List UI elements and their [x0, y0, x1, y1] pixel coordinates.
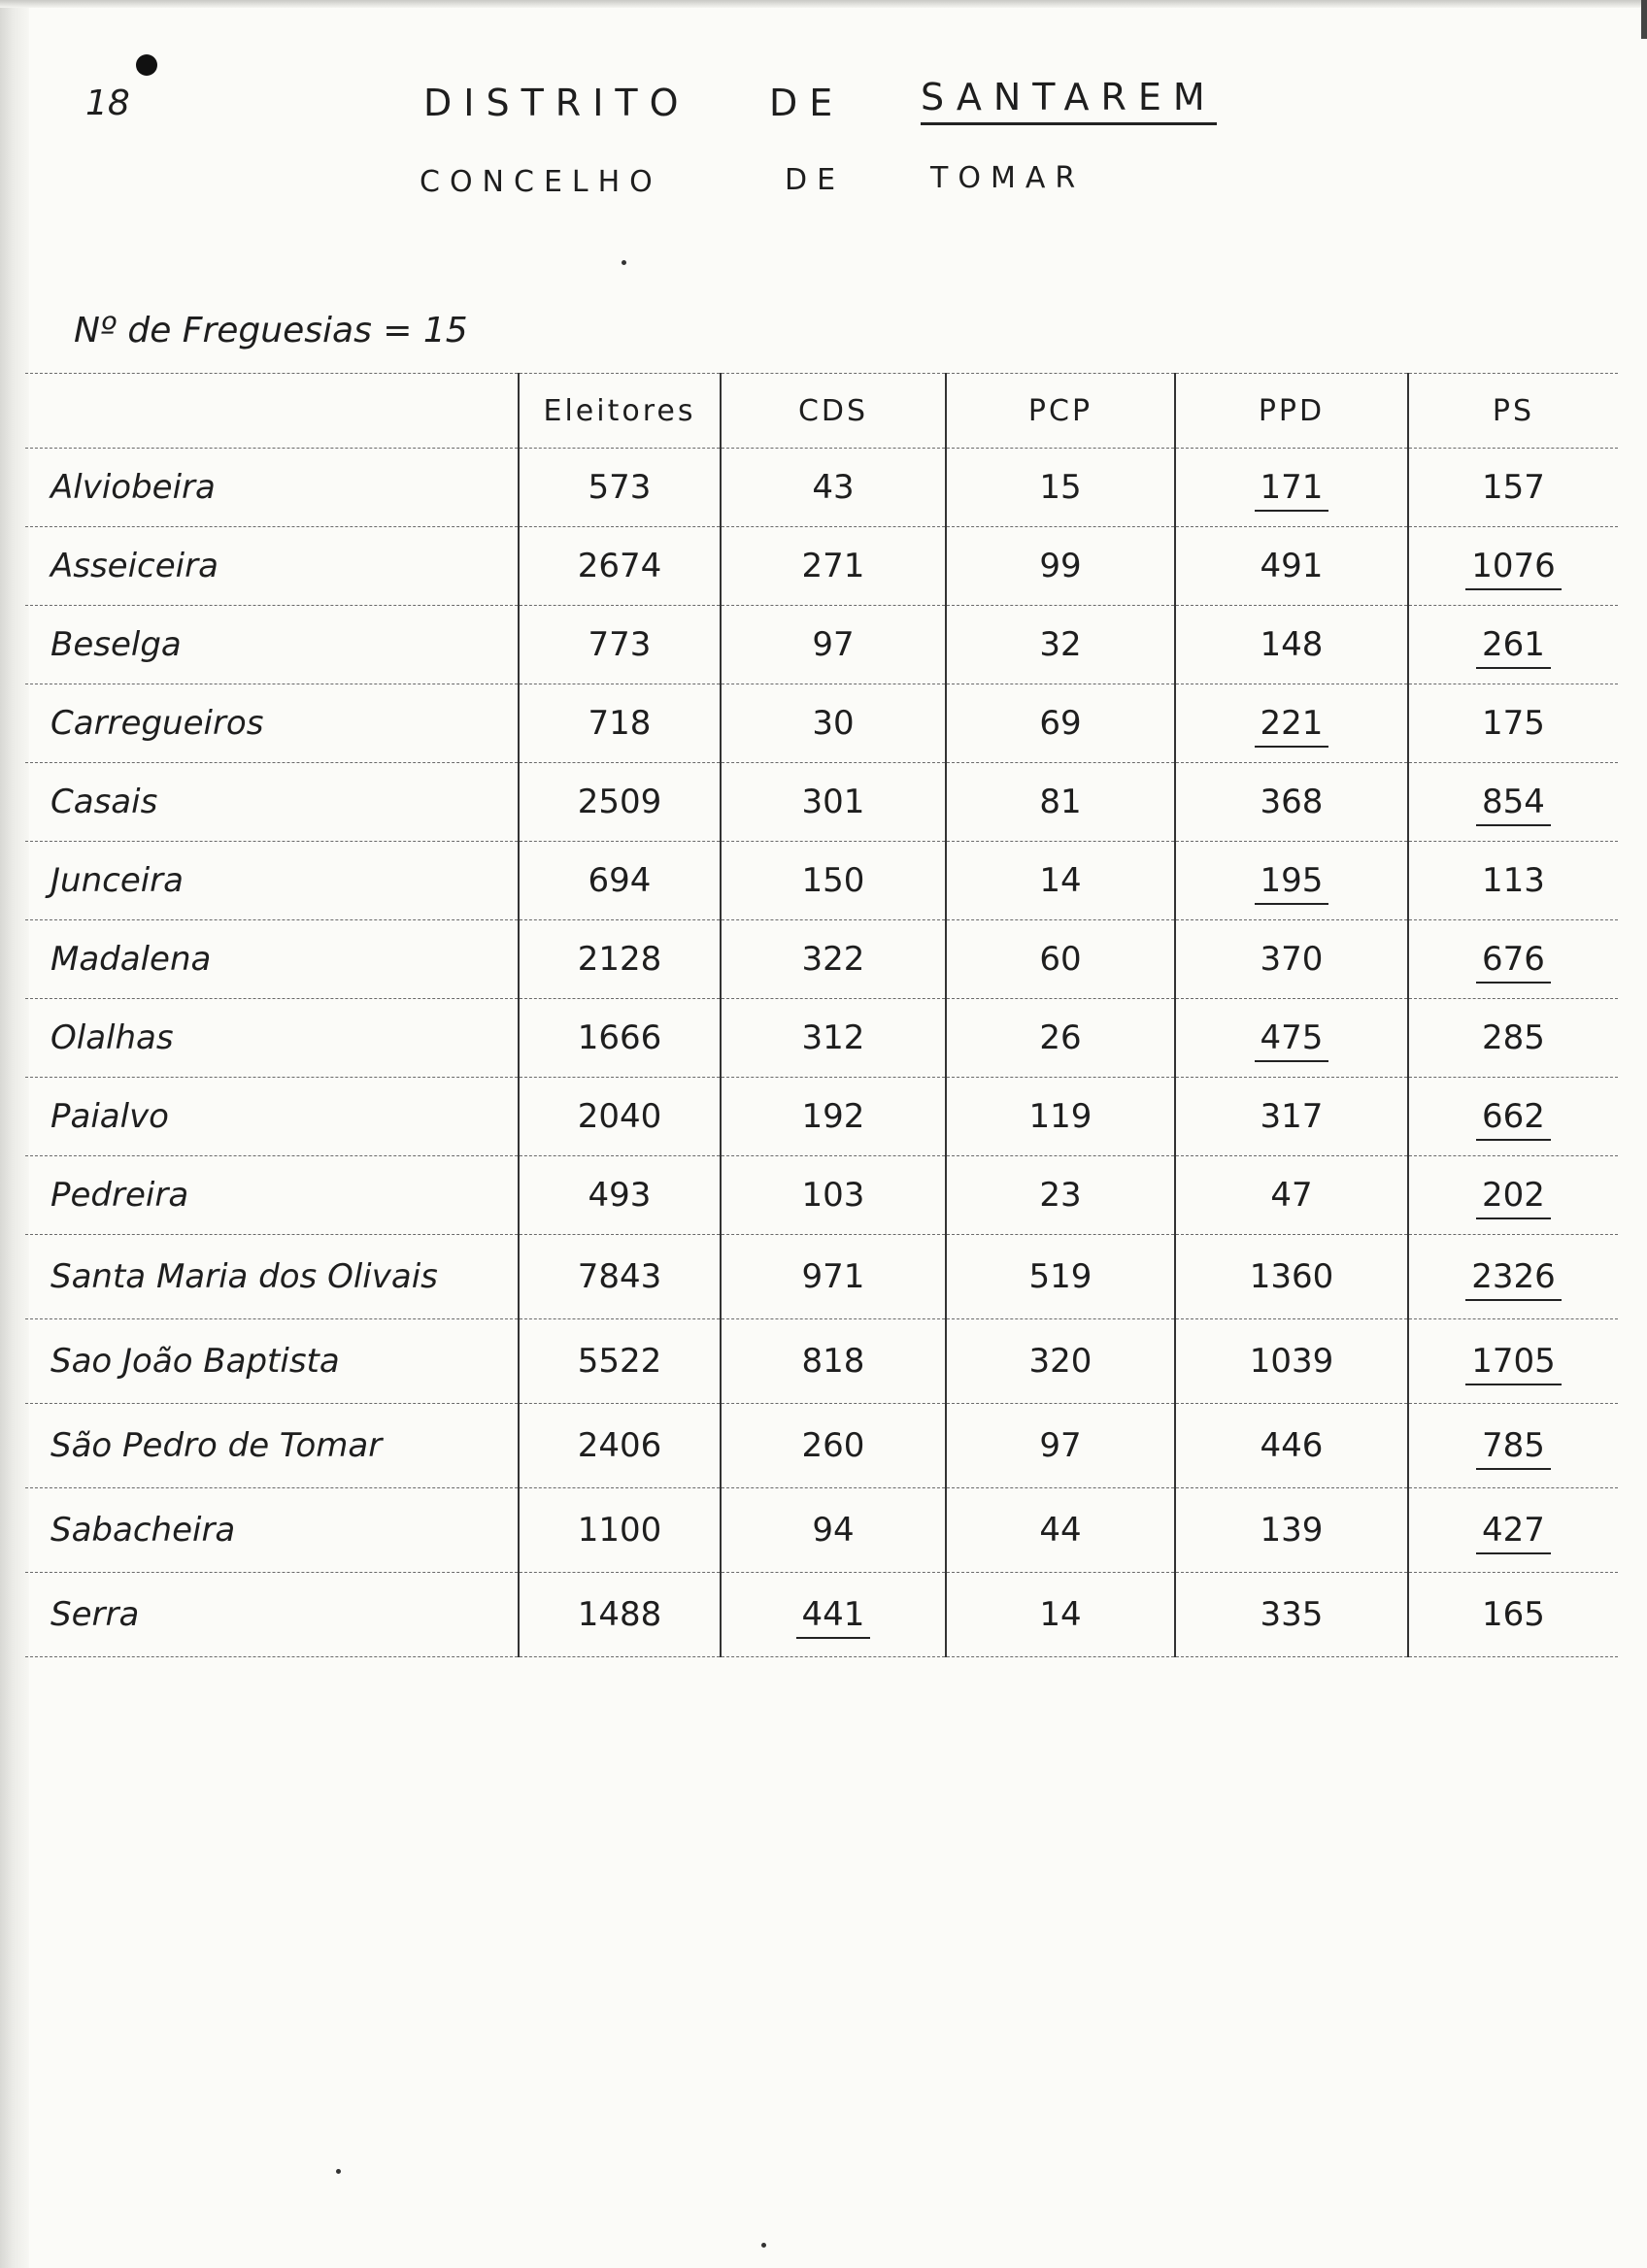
parish-name: Sao João Baptista	[25, 1319, 519, 1404]
distrito-label: DISTRITO	[423, 82, 690, 124]
value-pcp: 99	[1039, 547, 1082, 585]
table-row	[25, 606, 1618, 684]
table-row	[25, 763, 1618, 842]
cell-cds	[721, 920, 946, 999]
value-ps: 1076	[1465, 547, 1562, 590]
stray-mark	[761, 2243, 766, 2248]
header-ppd: PPD	[1175, 374, 1408, 449]
value-pcp: 44	[1039, 1511, 1082, 1550]
value-cds: 271	[801, 547, 865, 585]
table-row	[25, 1319, 1618, 1404]
cell-pcp	[946, 1235, 1175, 1319]
cell-eleitores	[519, 1078, 721, 1156]
parish-name: Alviobeira	[25, 449, 519, 527]
parish-name: Junceira	[25, 842, 519, 920]
value-pcp: 14	[1039, 861, 1082, 900]
value-eleitores: 2406	[577, 1426, 662, 1465]
cell-ppd	[1175, 1404, 1408, 1488]
cell-ps	[1408, 684, 1618, 763]
cell-ppd	[1175, 1078, 1408, 1156]
value-cds: 30	[812, 704, 855, 743]
cell-ppd	[1175, 763, 1408, 842]
cell-ps	[1408, 1404, 1618, 1488]
cell-ppd	[1175, 1573, 1408, 1657]
value-eleitores: 2509	[577, 783, 662, 821]
cell-ps	[1408, 842, 1618, 920]
value-ps: 175	[1482, 704, 1545, 743]
table-row	[25, 1573, 1618, 1657]
stray-mark	[622, 260, 626, 265]
value-cds: 441	[796, 1595, 871, 1639]
cell-eleitores	[519, 1404, 721, 1488]
cell-ps	[1408, 1319, 1618, 1404]
table-row	[25, 842, 1618, 920]
parish-name: Pedreira	[25, 1156, 519, 1235]
cell-cds	[721, 1319, 946, 1404]
value-eleitores: 493	[588, 1176, 652, 1215]
cell-ps	[1408, 1235, 1618, 1319]
parish-name: Asseiceira	[25, 527, 519, 606]
table-row	[25, 449, 1618, 527]
cell-ps	[1408, 920, 1618, 999]
cell-pcp	[946, 606, 1175, 684]
value-ppd: 335	[1260, 1595, 1324, 1634]
cell-ps	[1408, 1488, 1618, 1573]
value-pcp: 15	[1039, 468, 1082, 507]
cell-ppd	[1175, 684, 1408, 763]
value-eleitores: 573	[588, 468, 652, 507]
concelho-label: CONCELHO	[420, 165, 662, 199]
cell-pcp	[946, 1573, 1175, 1657]
value-eleitores: 773	[588, 625, 652, 664]
parish-name: Santa Maria dos Olivais	[25, 1235, 519, 1319]
value-eleitores: 2674	[577, 547, 662, 585]
cell-cds	[721, 1488, 946, 1573]
value-cds: 192	[801, 1097, 865, 1136]
value-pcp: 60	[1039, 940, 1082, 979]
cell-pcp	[946, 842, 1175, 920]
de-label-2: DE	[785, 163, 846, 197]
header-ps: PS	[1408, 374, 1618, 449]
value-ps: 261	[1476, 625, 1551, 669]
cell-ppd	[1175, 1319, 1408, 1404]
value-cds: 43	[812, 468, 855, 507]
cell-ppd	[1175, 1156, 1408, 1235]
table-row	[25, 920, 1618, 999]
value-ppd: 475	[1255, 1018, 1329, 1062]
value-cds: 312	[801, 1018, 865, 1057]
value-ps: 285	[1482, 1018, 1545, 1057]
value-ppd: 317	[1260, 1097, 1324, 1136]
value-eleitores: 1100	[577, 1511, 662, 1550]
cell-ppd	[1175, 1488, 1408, 1573]
value-pcp: 519	[1028, 1257, 1092, 1296]
cell-pcp	[946, 1488, 1175, 1573]
table-row	[25, 684, 1618, 763]
cell-ps	[1408, 999, 1618, 1078]
cell-ps	[1408, 763, 1618, 842]
cell-eleitores	[519, 1235, 721, 1319]
cell-pcp	[946, 763, 1175, 842]
scan-corner-mark	[1641, 0, 1647, 39]
cell-eleitores	[519, 842, 721, 920]
value-pcp: 119	[1028, 1097, 1092, 1136]
value-ppd: 195	[1255, 861, 1329, 905]
value-pcp: 23	[1039, 1176, 1082, 1215]
cell-eleitores	[519, 1488, 721, 1573]
cell-cds	[721, 999, 946, 1078]
cell-pcp	[946, 449, 1175, 527]
value-eleitores: 694	[588, 861, 652, 900]
stray-mark	[336, 2169, 341, 2174]
value-ppd: 1039	[1249, 1342, 1334, 1381]
value-pcp: 69	[1039, 704, 1082, 743]
cell-ps	[1408, 527, 1618, 606]
cell-ps	[1408, 1156, 1618, 1235]
value-pcp: 97	[1039, 1426, 1082, 1465]
value-ppd: 139	[1260, 1511, 1324, 1550]
value-eleitores: 5522	[577, 1342, 662, 1381]
cell-cds	[721, 842, 946, 920]
parish-name: Beselga	[25, 606, 519, 684]
page-number: 18	[85, 83, 130, 123]
cell-pcp	[946, 684, 1175, 763]
cell-eleitores	[519, 684, 721, 763]
value-cds: 971	[801, 1257, 865, 1296]
cell-ppd	[1175, 606, 1408, 684]
cell-ppd	[1175, 527, 1408, 606]
value-ppd: 148	[1260, 625, 1324, 664]
cell-eleitores	[519, 449, 721, 527]
distrito-name: SANTAREM	[921, 76, 1217, 125]
value-cds: 150	[801, 861, 865, 900]
cell-ps	[1408, 1078, 1618, 1156]
value-ps: 662	[1476, 1097, 1551, 1141]
value-eleitores: 7843	[577, 1257, 662, 1296]
cell-cds	[721, 1573, 946, 1657]
value-ppd: 370	[1260, 940, 1324, 979]
value-eleitores: 2128	[577, 940, 662, 979]
value-ppd: 1360	[1249, 1257, 1334, 1296]
table-row	[25, 1156, 1618, 1235]
cell-eleitores	[519, 1319, 721, 1404]
value-eleitores: 2040	[577, 1097, 662, 1136]
value-ppd: 491	[1260, 547, 1324, 585]
cell-ps	[1408, 606, 1618, 684]
value-ps: 165	[1482, 1595, 1545, 1634]
value-cds: 94	[812, 1511, 855, 1550]
value-cds: 322	[801, 940, 865, 979]
cell-cds	[721, 606, 946, 684]
cell-pcp	[946, 527, 1175, 606]
parish-name: Olalhas	[25, 999, 519, 1078]
table-row	[25, 1404, 1618, 1488]
value-ppd: 171	[1255, 468, 1329, 512]
cell-pcp	[946, 1078, 1175, 1156]
parish-name: Carregueiros	[25, 684, 519, 763]
parish-name: Paialvo	[25, 1078, 519, 1156]
results-table	[25, 373, 1618, 1657]
cell-ppd	[1175, 920, 1408, 999]
parish-name: Casais	[25, 763, 519, 842]
value-ppd: 446	[1260, 1426, 1324, 1465]
parish-name: Serra	[25, 1573, 519, 1657]
value-eleitores: 1488	[577, 1595, 662, 1634]
table-row	[25, 1488, 1618, 1573]
value-pcp: 26	[1039, 1018, 1082, 1057]
cell-ps	[1408, 449, 1618, 527]
value-cds: 301	[801, 783, 865, 821]
cell-eleitores	[519, 1156, 721, 1235]
value-ps: 785	[1476, 1426, 1551, 1470]
value-pcp: 320	[1028, 1342, 1092, 1381]
value-cds: 818	[801, 1342, 865, 1381]
value-ppd: 221	[1255, 704, 1329, 748]
cell-pcp	[946, 1404, 1175, 1488]
value-cds: 260	[801, 1426, 865, 1465]
cell-pcp	[946, 1156, 1175, 1235]
ink-dot	[136, 54, 157, 76]
cell-eleitores	[519, 763, 721, 842]
cell-ppd	[1175, 999, 1408, 1078]
value-ppd: 47	[1270, 1176, 1313, 1215]
parish-name: Madalena	[25, 920, 519, 999]
cell-eleitores	[519, 920, 721, 999]
freguesias-count: Nº de Freguesias = 15	[74, 311, 468, 350]
cell-cds	[721, 684, 946, 763]
cell-cds	[721, 527, 946, 606]
cell-ppd	[1175, 1235, 1408, 1319]
cell-ppd	[1175, 449, 1408, 527]
cell-pcp	[946, 920, 1175, 999]
header-parish	[25, 374, 519, 449]
cell-pcp	[946, 999, 1175, 1078]
cell-eleitores	[519, 1573, 721, 1657]
value-pcp: 81	[1039, 783, 1082, 821]
table-header-row	[25, 374, 1618, 449]
value-ps: 854	[1476, 783, 1551, 826]
cell-ppd	[1175, 842, 1408, 920]
cell-ps	[1408, 1573, 1618, 1657]
value-ps: 427	[1476, 1511, 1551, 1554]
value-ps: 157	[1482, 468, 1545, 507]
concelho-name: TOMAR	[930, 161, 1086, 195]
value-cds: 103	[801, 1176, 865, 1215]
table-row	[25, 1235, 1618, 1319]
header-pcp: PCP	[946, 374, 1175, 449]
value-ps: 113	[1482, 861, 1545, 900]
de-label-1: DE	[769, 82, 845, 124]
table-row	[25, 527, 1618, 606]
table-row	[25, 1078, 1618, 1156]
value-ps: 2326	[1465, 1257, 1562, 1301]
cell-eleitores	[519, 527, 721, 606]
value-ps: 202	[1476, 1176, 1551, 1219]
cell-cds	[721, 1156, 946, 1235]
header-eleitores: Eleitores	[519, 374, 721, 449]
cell-cds	[721, 763, 946, 842]
value-pcp: 32	[1039, 625, 1082, 664]
cell-pcp	[946, 1319, 1175, 1404]
value-ps: 1705	[1465, 1342, 1562, 1385]
cell-eleitores	[519, 999, 721, 1078]
scan-top-edge	[0, 0, 1647, 8]
cell-cds	[721, 1235, 946, 1319]
header-cds: CDS	[721, 374, 946, 449]
table-row	[25, 999, 1618, 1078]
cell-cds	[721, 1078, 946, 1156]
parish-name: Sabacheira	[25, 1488, 519, 1573]
cell-cds	[721, 449, 946, 527]
value-pcp: 14	[1039, 1595, 1082, 1634]
value-eleitores: 1666	[577, 1018, 662, 1057]
parish-name: São Pedro de Tomar	[25, 1404, 519, 1488]
value-eleitores: 718	[588, 704, 652, 743]
cell-eleitores	[519, 606, 721, 684]
value-cds: 97	[812, 625, 855, 664]
cell-cds	[721, 1404, 946, 1488]
value-ppd: 368	[1260, 783, 1324, 821]
value-ps: 676	[1476, 940, 1551, 984]
